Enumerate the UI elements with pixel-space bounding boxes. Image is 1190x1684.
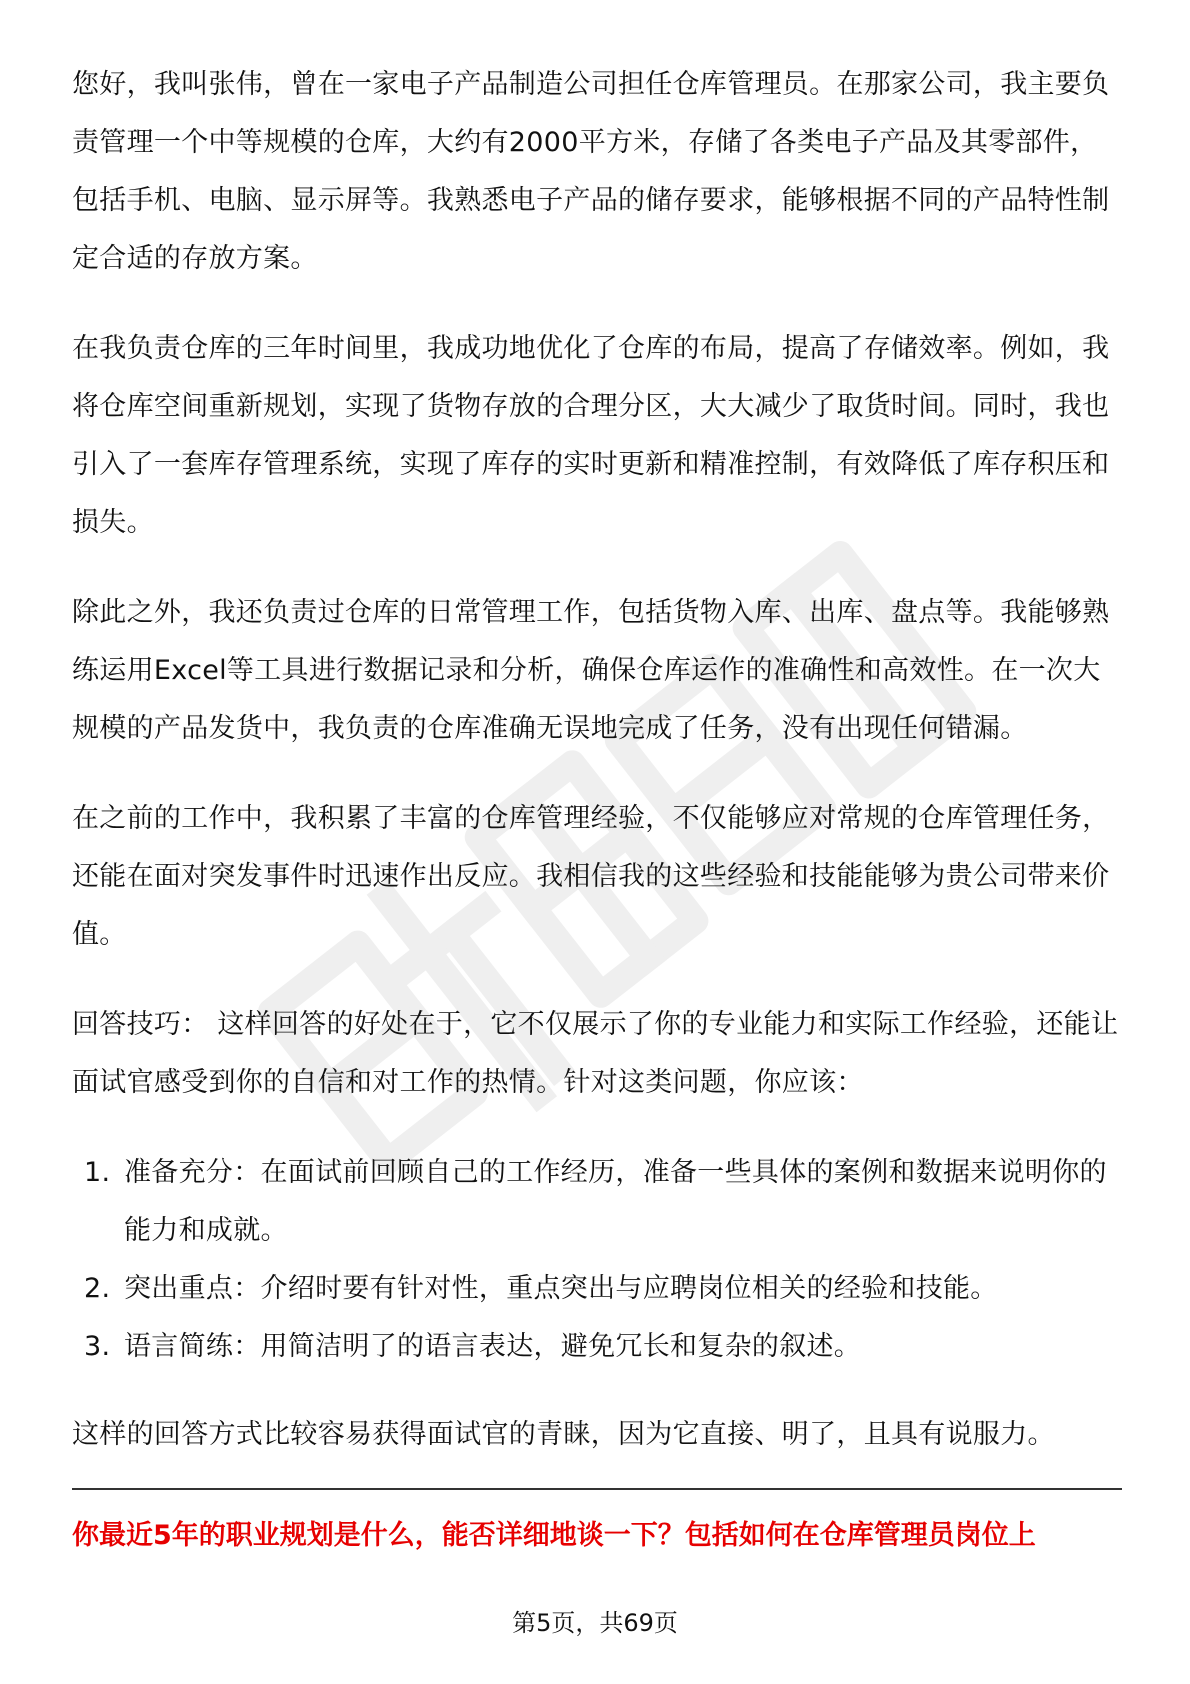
list-item-text: 突出重点：介绍时要有针对性，重点突出与应聘岗位相关的经验和技能。 [124,1273,998,1304]
answer-paragraph-2: 在我负责仓库的三年时间里，我成功地优化了仓库的布局，提高了存储效率。例如，我将仓库空间重新规划，实现了货物存放的合理分区，大大减少了取货时间。同时，我也引入了一套库存管理系统，实现了库存的实时更新和精准控制，有效降低了库存积压和损失。 [72,333,1110,538]
document-body [72,56,1122,1496]
next-question-heading: 你最近5年的职业规划是什么，能否详细地谈一下？包括如何在仓库管理员岗位上 [72,1520,1036,1551]
list-item [72,1260,1122,1318]
list-item [72,1144,1122,1260]
list-item-number: 1. [84,1157,111,1188]
closing-paragraph: 这样的回答方式比较容易获得面试官的青睐，因为它直接、明了，且具有说服力。 [72,1419,1055,1450]
list-item-number: 3. [84,1331,111,1362]
list-item [72,1318,1122,1376]
list-item-number: 2. [84,1273,111,1304]
list-item-text: 准备充分：在面试前回顾自己的工作经历，准备一些具体的案例和数据来说明你的能力和成就。 [124,1157,1107,1246]
list-item-text: 语言简练：用简洁明了的语言表达，避免冗长和复杂的叙述。 [124,1331,862,1362]
answer-paragraph-1: 您好，我叫张伟，曾在一家电子产品制造公司担任仓库管理员。在那家公司，我主要负责管理一个中等规模的仓库，大约有2000平方米，存储了各类电子产品及其零部件，包括手机、电脑、显示屏等。我熟悉电子产品的储存要求，能够根据不同的产品特性制定合适的存放方案。 [72,69,1110,274]
answer-tips-intro: 回答技巧： 这样回答的好处在于，它不仅展示了你的专业能力和实际工作经验，还能让面试官感受到你的自信和对工作的热情。针对这类问题，你应该： [72,1009,1119,1098]
answer-paragraph-3: 除此之外，我还负责过仓库的日常管理工作，包括货物入库、出库、盘点等。我能够熟练运用Excel等工具进行数据记录和分析，确保仓库运作的准确性和高效性。在一次大规模的产品发货中，我负责的仓库准确无误地完成了任务，没有出现任何错漏。 [72,597,1110,744]
tips-list [72,1144,1122,1376]
page-number: 第5页，共69页 [512,1609,678,1637]
answer-paragraph-4: 在之前的工作中，我积累了丰富的仓库管理经验，不仅能够应对常规的仓库管理任务，还能在面对突发事件时迅速作出反应。我相信我的这些经验和技能能够为贵公司带来价值。 [72,803,1110,950]
section-divider [72,1488,1122,1490]
